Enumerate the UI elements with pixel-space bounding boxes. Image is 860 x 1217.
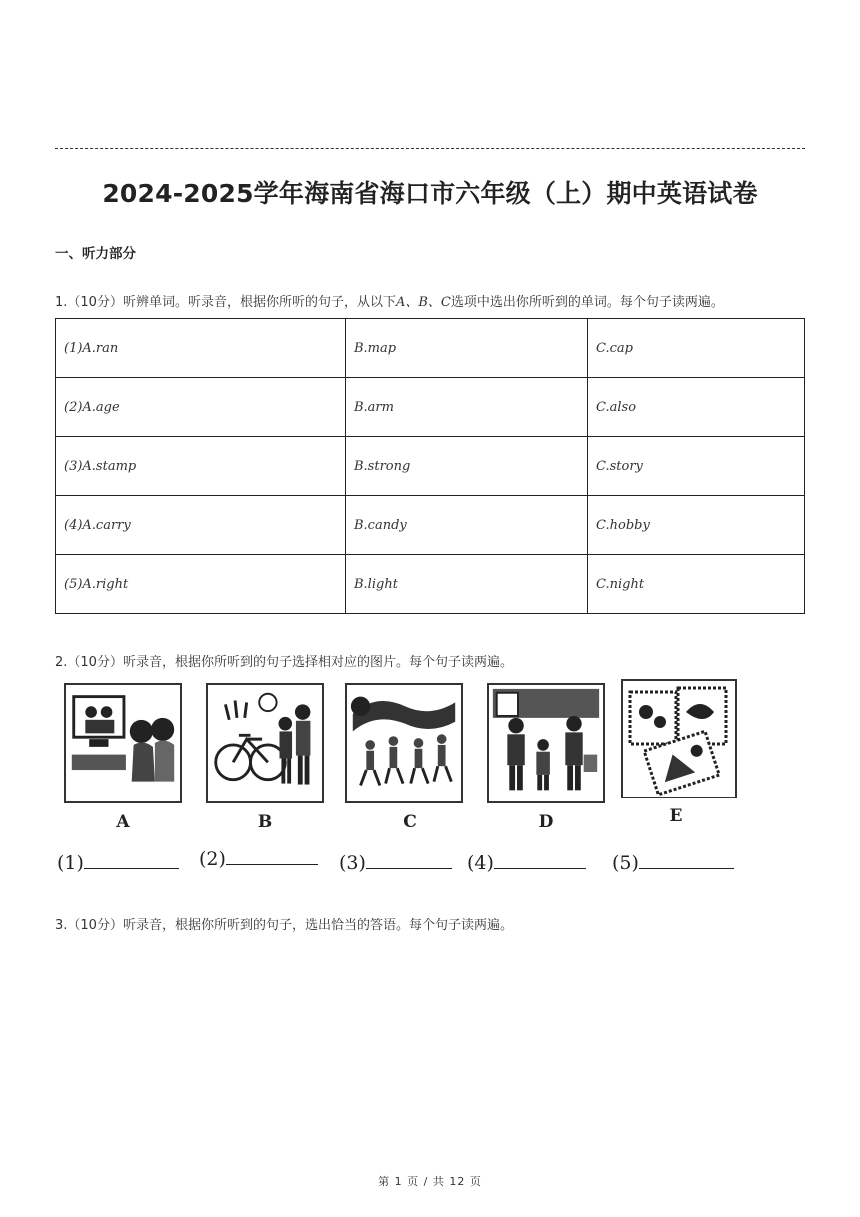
page-footer: 第 1 页 / 共 12 页 [378, 1175, 482, 1188]
option-cell: B.arm [346, 378, 588, 437]
table-row [56, 378, 805, 437]
blank-number: (1) [57, 852, 84, 874]
blank-line [639, 850, 734, 869]
table-row [56, 319, 805, 378]
question-1-option-letters: A、B、C [395, 295, 451, 310]
option-cell: (4)A.carry [56, 496, 346, 555]
header-dashed-rule [55, 148, 805, 149]
picture-label-d: D [538, 812, 554, 832]
option-cell: C.night [588, 555, 805, 614]
question-1-prompt [55, 291, 724, 310]
option-cell: B.strong [346, 437, 588, 496]
option-cell: B.light [346, 555, 588, 614]
blank-number: (4) [467, 852, 494, 874]
option-cell: C.also [588, 378, 805, 437]
option-cell: C.story [588, 437, 805, 496]
question-3-prompt: 3.（10分）听录音，根据你所听到的句子，选出恰当的答语。每个句子读两遍。 [55, 918, 513, 933]
blank-number: (5) [612, 852, 639, 874]
option-cell: (1)A.ran [56, 319, 346, 378]
blank-number: (2) [199, 848, 226, 870]
option-cell: (5)A.right [56, 555, 346, 614]
picture-a-watching-tv [64, 683, 182, 803]
picture-d-family [487, 683, 605, 803]
question-1-prefix: 1.（10分）听辨单词。听录音，根据你所听的句子，从以下 [55, 295, 396, 310]
answer-blank-5[interactable] [612, 850, 734, 874]
table-row [56, 555, 805, 614]
blank-number: (3) [339, 852, 366, 874]
picture-label-e: E [669, 806, 683, 826]
option-cell: (3)A.stamp [56, 437, 346, 496]
picture-label-b: B [257, 812, 273, 832]
option-cell: B.map [346, 319, 588, 378]
answer-blank-1[interactable] [57, 850, 179, 874]
blank-line [84, 850, 179, 869]
answer-blank-3[interactable] [339, 850, 452, 874]
exam-title: 2024-2025学年海南省海口市六年级（上）期中英语试卷 [102, 179, 758, 208]
answer-blank-2[interactable] [199, 846, 318, 870]
table-row [56, 437, 805, 496]
answer-blank-4[interactable] [467, 850, 586, 874]
option-cell: B.candy [346, 496, 588, 555]
picture-c-dragon-dance [345, 683, 463, 803]
option-cell: (2)A.age [56, 378, 346, 437]
question-1-options-table [55, 318, 805, 614]
section-heading-listening: 一、听力部分 [55, 246, 136, 262]
table-row [56, 496, 805, 555]
option-cell: C.cap [588, 319, 805, 378]
blank-line [494, 850, 586, 869]
option-cell: C.hobby [588, 496, 805, 555]
picture-e-stamps [620, 678, 738, 798]
picture-b-bicycle [206, 683, 324, 803]
blank-line [226, 846, 318, 865]
question-1-suffix: 选项中选出你所听到的单词。每个句子读两遍。 [450, 295, 724, 310]
blank-line [366, 850, 452, 869]
picture-label-a: A [116, 812, 130, 832]
picture-label-c: C [403, 812, 417, 832]
question-2-prompt: 2.（10分）听录音，根据你所听到的句子选择相对应的图片。每个句子读两遍。 [55, 655, 513, 670]
